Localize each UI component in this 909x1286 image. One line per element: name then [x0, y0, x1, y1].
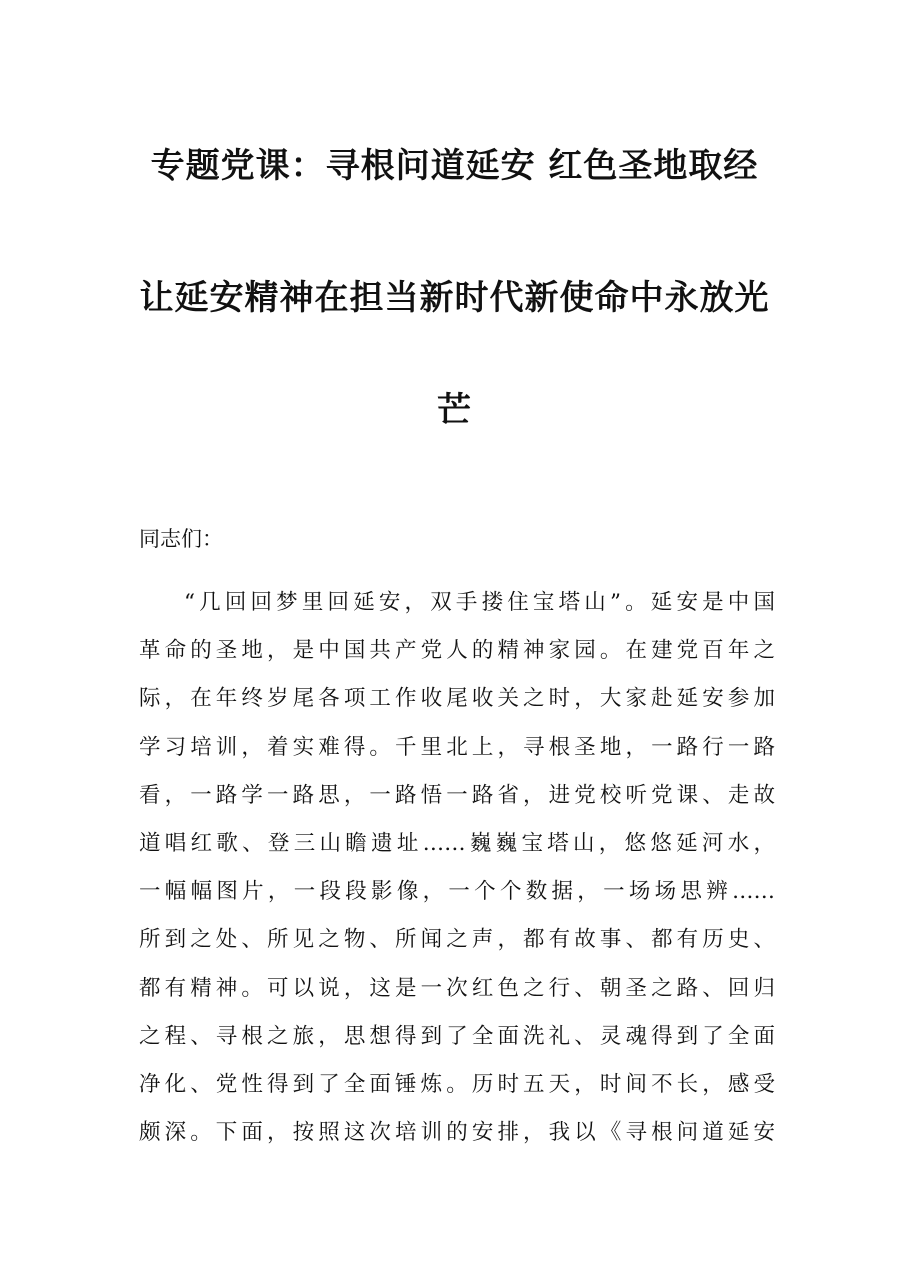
- body-paragraph: [139, 579, 775, 1157]
- document-title-line-1: 专题党课：寻根问道延安 红色圣地取经: [150, 146, 759, 186]
- body-line: 革命的圣地，是中国共产党人的精神家园。在建党百年之: [139, 638, 775, 664]
- body-line: 看，一路学一路思，一路悟一路省，进党校听党课、走故: [139, 782, 775, 808]
- document-title-line-3: 芒: [437, 390, 472, 430]
- body-line: 一幅幅图片，一段段影像，一个个数据，一场场思辨……: [139, 879, 775, 905]
- body-line: 都有精神。可以说，这是一次红色之行、朝圣之路、回归: [139, 975, 775, 1001]
- body-line: 之程、寻根之旅，思想得到了全面洗礼、灵魂得到了全面: [139, 1023, 775, 1049]
- body-line: 颇深。下面，按照这次培训的安排，我以《寻根问道延安: [139, 1120, 775, 1146]
- body-line: 净化、党性得到了全面锤炼。历时五天，时间不长，感受: [139, 1071, 775, 1097]
- body-line: 际，在年终岁尾各项工作收尾收关之时，大家赴延安参加: [139, 686, 775, 712]
- greeting: 同志们：: [139, 527, 223, 551]
- body-line: 所到之处、所见之物、所闻之声，都有故事、都有历史、: [139, 927, 775, 953]
- body-line: 学习培训，着实难得。千里北上，寻根圣地，一路行一路: [139, 734, 775, 760]
- body-line: 道唱红歌、登三山瞻遗址……巍巍宝塔山，悠悠延河水，: [139, 830, 775, 856]
- document-title-line-2: 让延安精神在担当新时代新使命中永放光: [139, 278, 770, 318]
- body-line: “几回回梦里回延安，双手搂住宝塔山”。延安是中国: [184, 590, 775, 615]
